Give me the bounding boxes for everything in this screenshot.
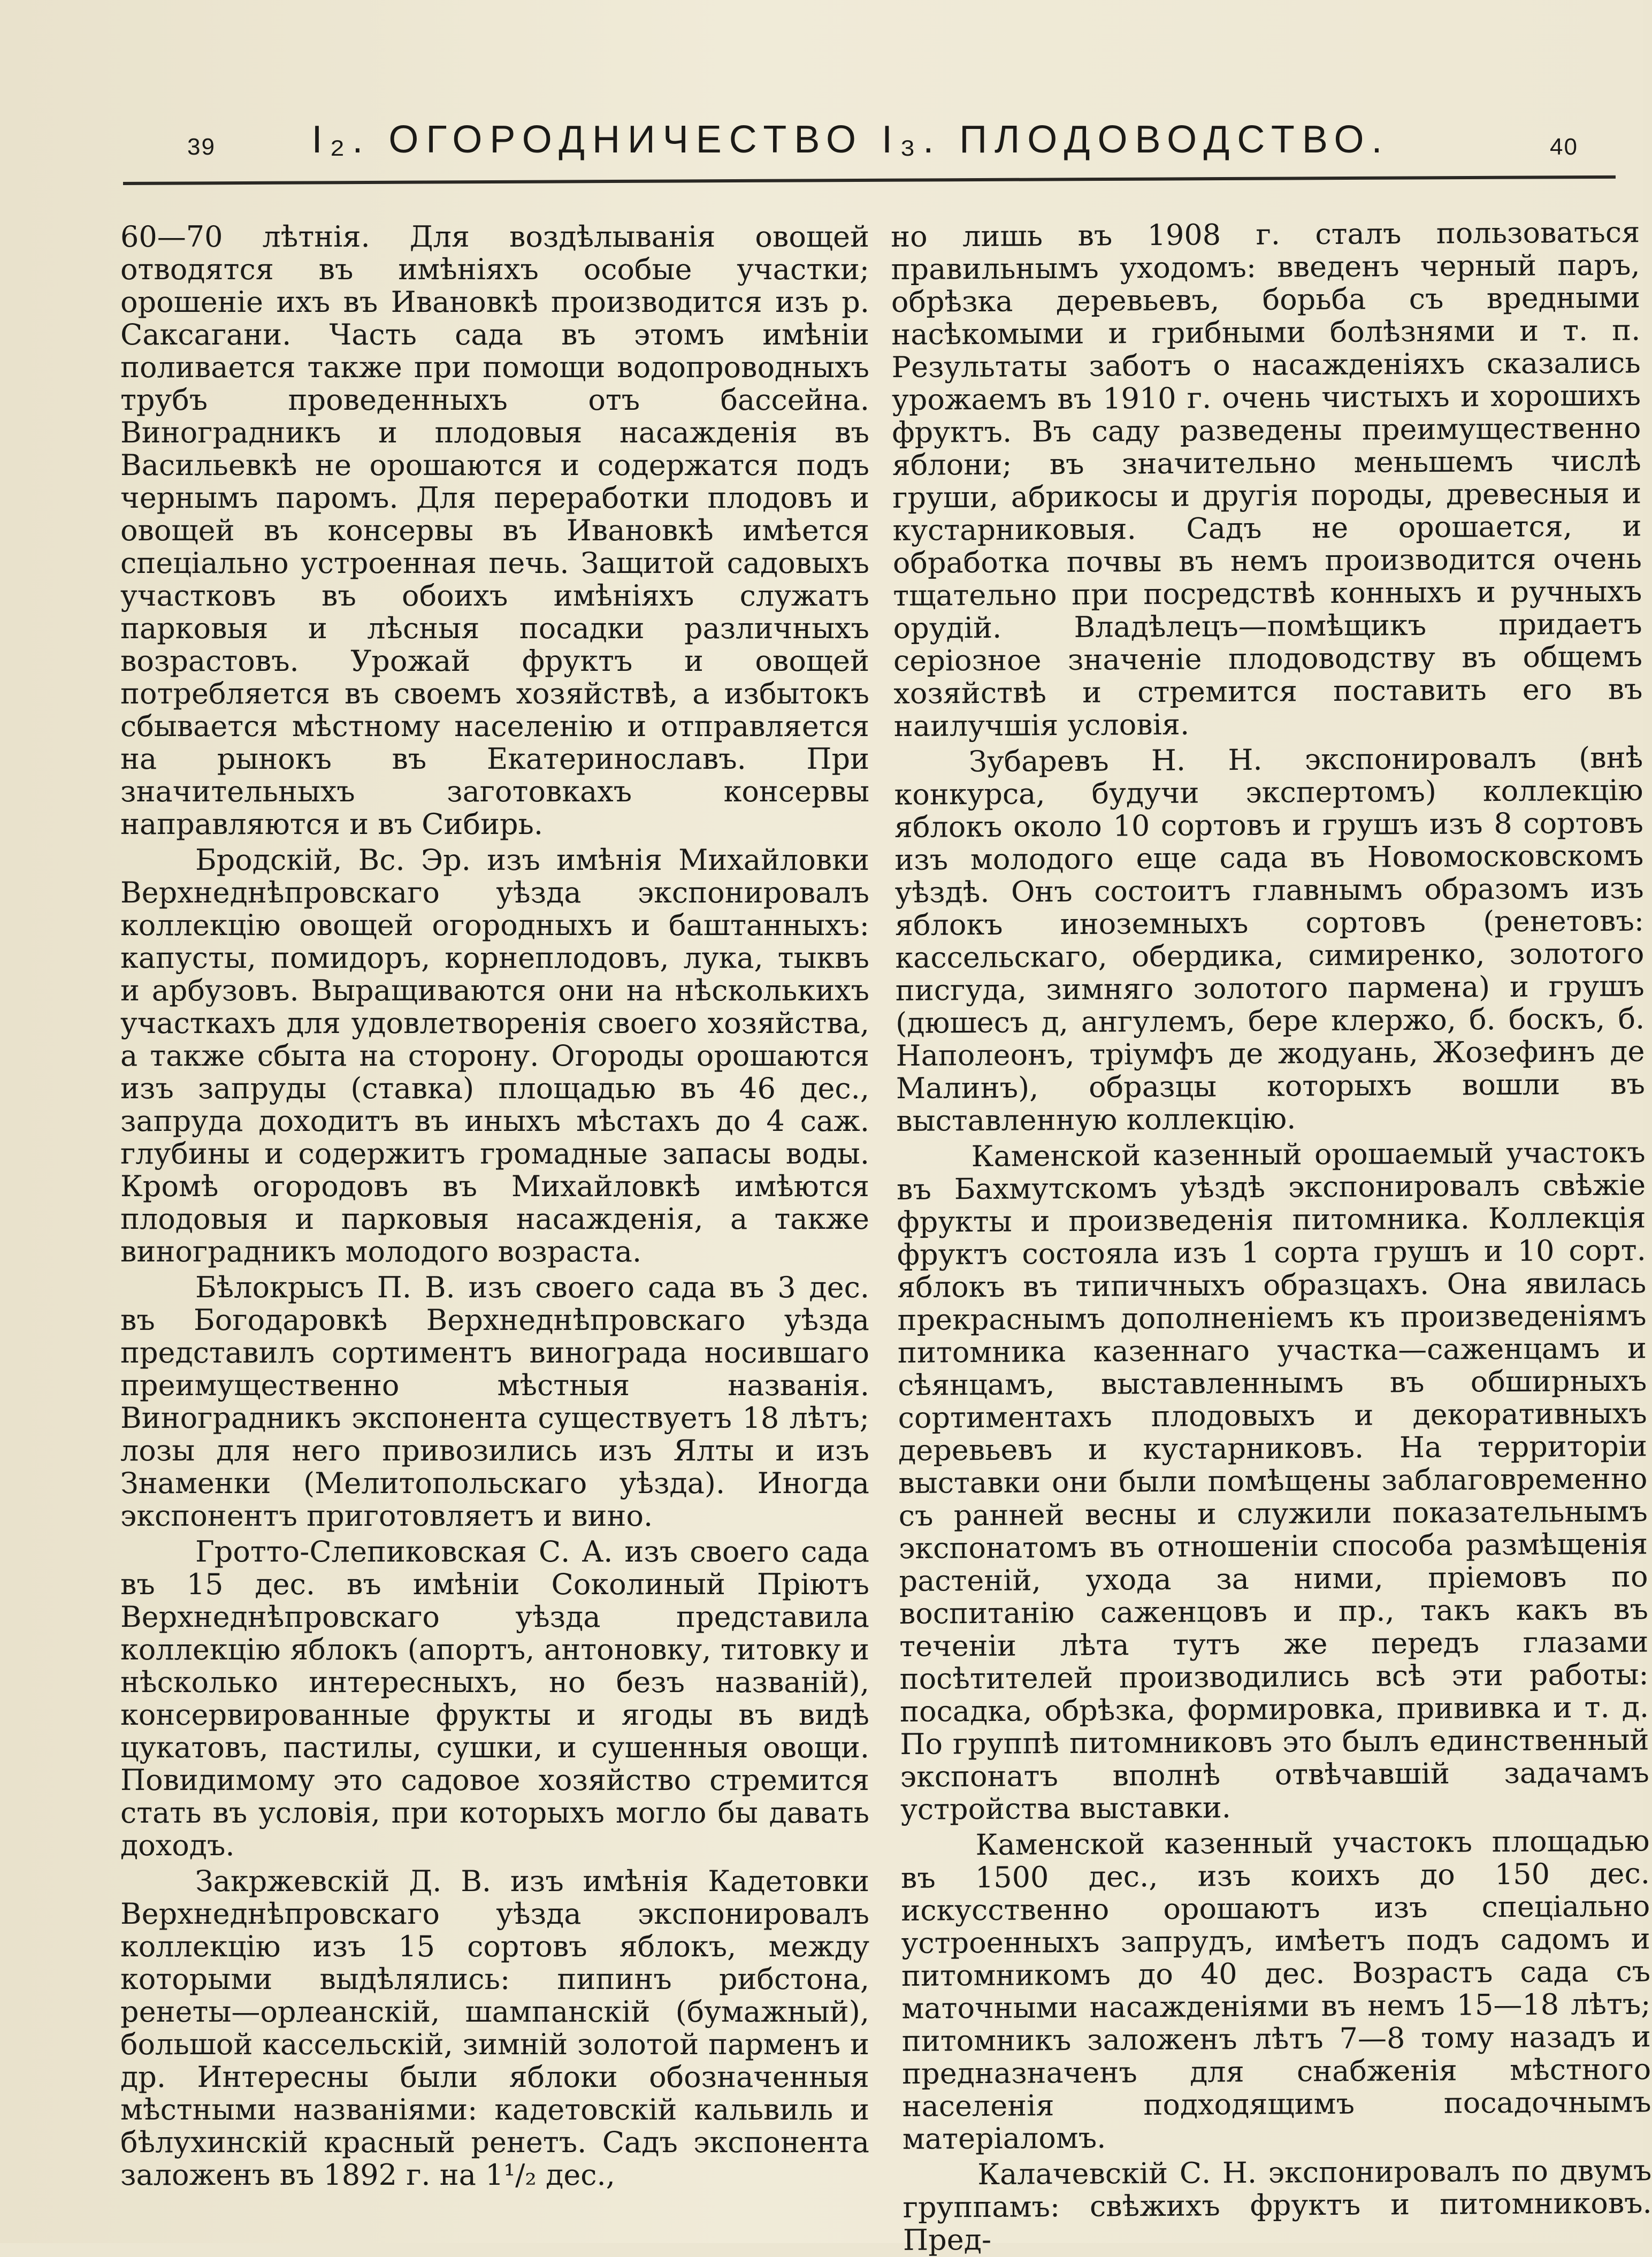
paragraph: Гротто-Слепиковская С. А. изъ своего сада въ 15 дес. въ имѣніи Соколиный Пріютъ Верхнеднѣпровскаго уѣзда представила коллекцію яблокъ (апортъ, антоновку, титовку и нѣсколько интересныхъ, но безъ названій), консервированные фрукты и ягоды въ видѣ цукатовъ, пастилы, сушки, и сушенныя овощи. Повидимому это садовое хозяйство стремится стать въ условія, при которыхъ могло бы давать доходъ. [120, 1535, 869, 1862]
paragraph: Калачевскій С. Н. экспонировалъ по двумъ группамъ: свѣжихъ фруктъ и питомниковъ. Пред- [903, 2153, 1652, 2257]
paragraph: Закржевскій Д. В. изъ имѣнія Кадетовки Верхнеднѣпровскаго уѣзда экспонировалъ коллекцію изъ 15 сортовъ яблокъ, между которыми выдѣлялись: пипинъ рибстона, ренеты—орлеанскій, шампанскій (бумажный), большой кассельскій, зимній золотой парменъ и др. Интересны были яблоки обозначенныя мѣстными названіями: кадетовскій кальвиль и бѣлухинскій красный ренетъ. Садъ экспонента заложенъ въ 1892 г. на 1¹/₂ дес., [120, 1864, 869, 2192]
paragraph: Бѣлокрысъ П. В. изъ своего сада въ 3 дес. въ Богодаровкѣ Верхнеднѣпровскаго уѣзда представилъ сортиментъ винограда носившаго преимущественно мѣстныя названія. Виноградникъ экспонента существуетъ 18 лѣтъ; лозы для него привозились изъ Ялты и изъ Знаменки (Мелитопольскаго уѣзда). Иногда экспонентъ приготовляетъ и вино. [120, 1271, 869, 1533]
running-title: I₂. ОГОРОДНИЧЕСТВО I₃. ПЛОДОВОДСТВО. [311, 118, 1390, 161]
paragraph: 60—70 лѣтнія. Для воздѣлыванія овощей отводятся въ имѣніяхъ особые участки; орошеніе ихъ въ Ивановкѣ производится изъ р. Саксагани. Часть сада въ этомъ имѣніи поливается также при помощи водопроводныхъ трубъ проведенныхъ отъ бассейна. Виноградникъ и плодовыя насажденія въ Васильевкѣ не орошаются и содержатся подъ чернымъ паромъ. Для переработки плодовъ и овощей въ консервы въ Ивановкѣ имѣется спеціально устроенная печь. Защитой садовыхъ участковъ въ обоихъ имѣніяхъ служатъ парковыя и лѣсныя посадки различныхъ возрастовъ. Урожай фруктъ и овощей потребляется въ своемъ хозяйствѣ, а избытокъ сбывается мѣстному населенію и отправляется на рынокъ въ Екатеринославъ. При значительныхъ заготовкахъ консервы направляются и въ Сибирь. [120, 220, 869, 841]
running-header [123, 107, 1578, 182]
paragraph: Каменской казенный орошаемый участокъ въ Бахмутскомъ уѣздѣ экспонировалъ свѣжіе фрукты и произведенія питомника. Коллекція фруктъ состояла изъ 1 сорта грушъ и 10 сорт. яблокъ въ типичныхъ образцахъ. Она явилась прекраснымъ дополненіемъ къ произведеніямъ питомника казеннаго участка—саженцамъ и сѣянцамъ, выставленнымъ въ обширныхъ сортиментахъ плодовыхъ и декоративныхъ деревьевъ и кустарниковъ. На территоріи выставки они были помѣщены заблаговременно съ ранней весны и служили показательнымъ экспонатомъ въ отношеніи способа размѣщенія растеній, ухода за ними, пріемовъ по воспитанію саженцовъ и пр., такъ какъ въ теченіи лѣта тутъ же передъ глазами посѣтителей производились всѣ эти работы: посадка, обрѣзка, формировка, прививка и т. д. По группѣ питомниковъ это былъ единственный экспонатъ вполнѣ отвѣчавшій задачамъ устройства выставки. [896, 1135, 1649, 1826]
paragraph: но лишь въ 1908 г. сталъ пользоваться правильнымъ уходомъ: введенъ черный паръ, обрѣзка деревьевъ, борьба съ вредными насѣкомыми и грибными болѣзнями и т. п. Результаты заботъ о насажденіяхъ сказались урожаемъ въ 1910 г. очень чистыхъ и хорошихъ фруктъ. Въ саду разведены преимущественно яблони; въ значительно меньшемъ числѣ груши, абрикосы и другія породы, древесныя и кустарниковыя. Садъ не орошается, и обработка почвы въ немъ производится очень тщательно при посредствѣ конныхъ и ручныхъ орудій. Владѣлецъ—помѣщикъ придаетъ серіозное значеніе плодоводству въ общемъ хозяйствѣ и стремится поставить его въ наилучшія условія. [890, 215, 1643, 743]
right-column [890, 215, 1652, 2257]
paragraph: Каменской казенный участокъ площадью въ 1500 дес., изъ коихъ до 150 дес. искусственно орошаютъ изъ спеціально устроенныхъ запрудъ, имѣетъ подъ садомъ и питомникомъ до 40 дес. Возрастъ сада съ маточными насажденіями въ немъ 15—18 лѣтъ; питомникъ заложенъ лѣтъ 7—8 тому назадъ и предназначенъ для снабженія мѣстного населенія подходящимъ посадочнымъ матеріаломъ. [900, 1824, 1651, 2156]
page-number-left: 39 [187, 134, 216, 160]
left-column [120, 220, 869, 2192]
paragraph: Бродскій, Вс. Эр. изъ имѣнія Михайловки Верхнеднѣпровскаго уѣзда экспонировалъ коллекцію овощей огородныхъ и баштанныхъ: капусты, помидоръ, корнеплодовъ, лука, тыквъ и арбузовъ. Выращиваются они на нѣсколькихъ участкахъ для удовлетворенія своего хозяйства, а также сбыта на сторону. Огороды орошаются изъ запруды (ставка) площадью въ 46 дес., запруда доходитъ въ иныхъ мѣстахъ до 4 саж. глубины и содержитъ громадные запасы воды. Кромѣ огородовъ въ Михайловкѣ имѣются плодовыя и парковыя насажденія, а также виноградникъ молодого возраста. [120, 843, 869, 1268]
paragraph: Зубаревъ Н. Н. экспонировалъ (внѣ конкурса, будучи экспертомъ) коллекцію яблокъ около 10 сортовъ и грушъ изъ 8 сортовъ изъ молодого еще сада въ Новомосковскомъ уѣздѣ. Онъ состоитъ главнымъ образомъ изъ яблокъ иноземныхъ сортовъ (ренетовъ: кассельскаго, обердика, симиренко, золотого писгуда, зимняго золотого пармена) и грушъ (дюшесъ д, ангулемъ, бере клержо, б. боскъ, б. Наполеонъ, тріумфъ де жодуань, Жозефинъ де Малинъ), образцы которыхъ вошли въ выставленную коллекцію. [894, 740, 1646, 1138]
page-number-right: 40 [1550, 134, 1578, 160]
